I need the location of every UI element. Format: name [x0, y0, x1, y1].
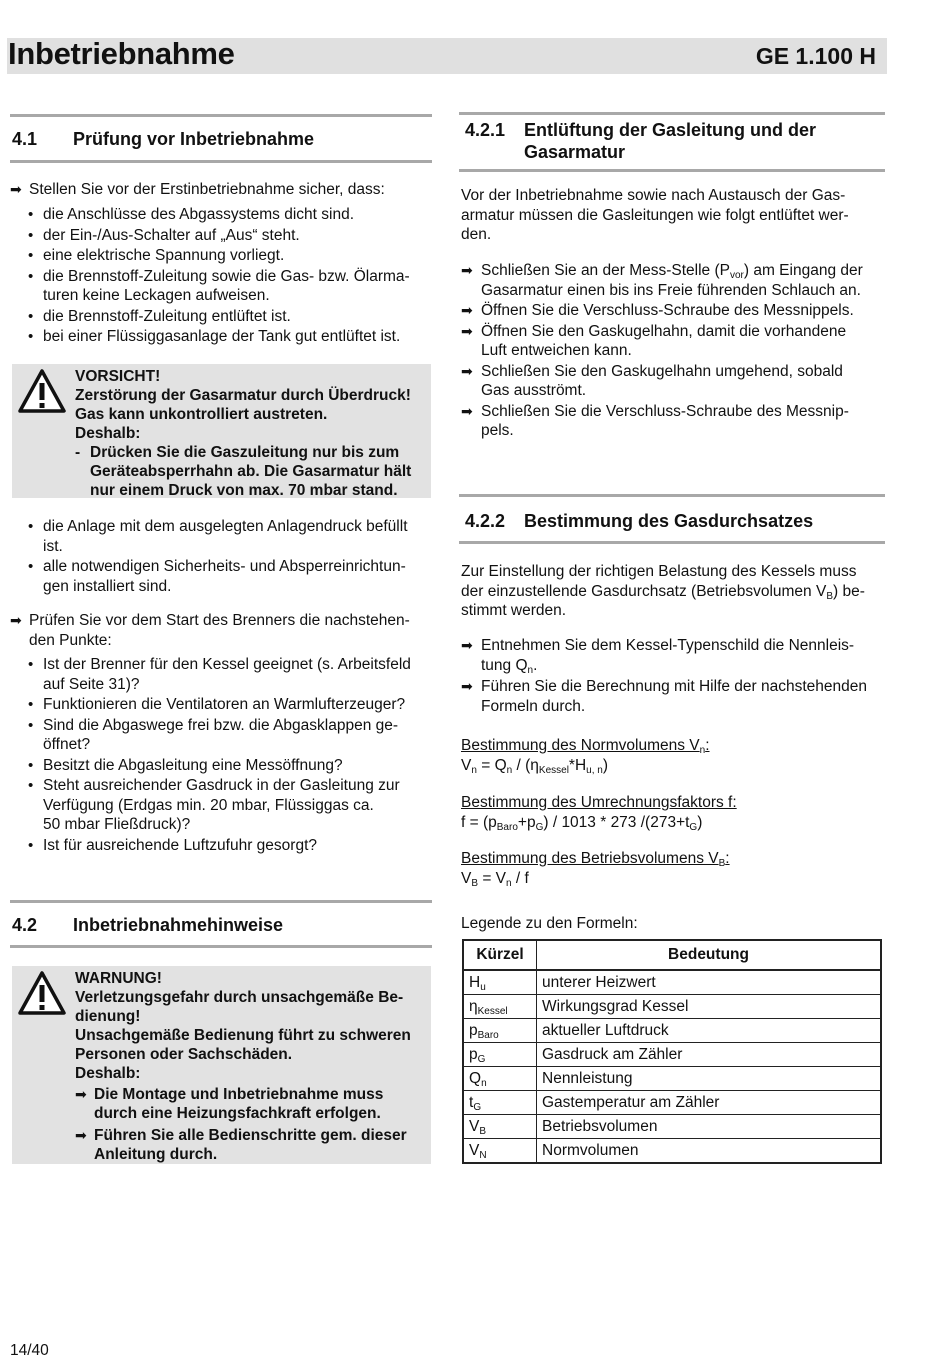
- caution-line: Zerstörung der Gasarmatur durch Überdruck!: [75, 387, 411, 404]
- meaning-cell: Normvolumen: [537, 1139, 882, 1164]
- bullet-list-2: [28, 517, 433, 597]
- meaning-cell: Betriebsvolumen: [537, 1115, 882, 1139]
- list-item-text: die Brennstoff-Zuleitung entlüftet ist.: [43, 307, 291, 325]
- symbol-cell: $t_G$: [463, 1091, 537, 1115]
- symbol-cell: $p_{Baro}$: [463, 1019, 537, 1043]
- list-item: [28, 517, 433, 556]
- section-title: Gasarmatur: [524, 142, 626, 162]
- instruction-text: Prüfen Sie vor dem Start des Brenners die nachstehen-: [29, 612, 410, 629]
- list-item-text: Luft entweichen kann.: [481, 342, 632, 359]
- bullet-icon: •: [28, 656, 34, 673]
- list-item-text: bei einer Flüssiggasanlage der Tank gut entlüftet ist.: [43, 328, 401, 345]
- instruction-text: ) am Eingang der: [743, 262, 863, 279]
- arrow-icon: ➡: [10, 181, 22, 197]
- warning-action-line: Anleitung durch.: [94, 1146, 218, 1163]
- section-rule-top: [459, 112, 885, 115]
- warning-box: [12, 966, 431, 1164]
- column-header: Kürzel: [463, 940, 537, 970]
- warning-line: Verletzungsgefahr durch unsachgemäße Be-: [75, 989, 404, 1006]
- arrow-icon: ➡: [10, 612, 22, 628]
- arrow-icon: ➡: [75, 1086, 87, 1102]
- list-item: [28, 267, 433, 306]
- caution-action-line: Geräteabsperrhahn ab. Die Gasarmatur hält: [90, 463, 412, 480]
- section-heading-4-2-2: [465, 510, 885, 532]
- list-item-text: Gas ausströmt.: [481, 382, 587, 399]
- table-row: [463, 1067, 881, 1091]
- list-item-text: Öffnen Sie die Verschluss-Schraube des Messnippels.: [481, 302, 854, 319]
- subscript: B: [718, 858, 726, 869]
- caution-action-line: nur einem Druck von max. 70 mbar stand.: [90, 482, 398, 499]
- section-number: 4.2.2: [465, 511, 506, 531]
- list-item: [28, 776, 433, 835]
- section-rule-bottom: [10, 945, 432, 948]
- list-item: [28, 246, 433, 266]
- instruction-list: [461, 261, 885, 442]
- paragraph-line: ) be-: [832, 582, 865, 600]
- table-header-row: [463, 940, 881, 970]
- list-item-text: 50 mbar Fließdruck)?: [43, 816, 191, 833]
- instruction-text: Entnehmen Sie dem Kessel-Typenschild die Nennleis-: [481, 637, 855, 654]
- section-title: Entlüftung der Gasleitung und der: [524, 120, 816, 140]
- formula-heading: :: [705, 737, 710, 754]
- warning-therefore: Deshalb:: [75, 1065, 141, 1082]
- bullet-icon: •: [28, 247, 34, 264]
- list-item-text: turen keine Leckagen aufweisen.: [43, 287, 270, 304]
- meaning-cell: Gastemperatur am Zähler: [537, 1091, 882, 1115]
- list-item: [28, 226, 433, 246]
- formula-heading: Bestimmung des Normvolumens V: [461, 737, 700, 754]
- warning-line: Unsachgemäße Bedienung führt zu schweren: [75, 1027, 411, 1044]
- warning-action-line: durch eine Heizungsfachkraft erfolgen.: [94, 1105, 381, 1122]
- symbol-cell: $H_u$: [463, 970, 537, 995]
- section-number: 4.2: [12, 915, 38, 935]
- list-item: [28, 716, 433, 755]
- arrow-icon: ➡: [75, 1127, 87, 1143]
- list-item-text: Verfügung (Erdgas min. 20 mbar, Flüssiggas ca.: [43, 796, 374, 814]
- paragraph-line: Zur Einstellung der richtigen Belastung des Kessels muss: [461, 563, 857, 580]
- page-title: Inbetriebnahme: [8, 36, 235, 71]
- list-item: [28, 307, 433, 327]
- warning-action: [75, 1126, 431, 1164]
- list-item-text: öffnet?: [43, 736, 91, 753]
- symbol-cell: $Q_n$: [463, 1067, 537, 1091]
- symbol-cell: $V_B$: [463, 1115, 537, 1139]
- list-item-text: die Anlage mit dem ausgelegten Anlagendruck befüllt: [43, 518, 408, 535]
- table-row: [463, 1091, 881, 1115]
- list-item-text: der Ein-/Aus-Schalter auf „Aus“ steht.: [43, 226, 300, 244]
- list-item-text: auf Seite 31)?: [43, 675, 140, 693]
- bullet-icon: •: [28, 558, 34, 575]
- list-item-text: Ist für ausreichende Luftzufuhr gesorgt?: [43, 836, 317, 854]
- meaning-cell: Nennleistung: [537, 1067, 882, 1091]
- section-title: Bestimmung des Gasdurchsatzes: [524, 511, 814, 531]
- instruction-text: Gasarmatur einen bis ins Freie führenden Schlauch an.: [481, 281, 861, 299]
- bullet-icon: •: [28, 267, 34, 285]
- bullet-icon: •: [28, 836, 34, 854]
- section-heading-4-2-1: [465, 119, 885, 163]
- instruction-item: [461, 322, 885, 361]
- instruction-text: Führen Sie die Berechnung mit Hilfe der nachstehenden: [481, 678, 868, 695]
- paragraph-line: Vor der Inbetriebnahme sowie nach Austausch der Gas-: [461, 187, 846, 204]
- formula: $V_B = V_n / f$: [461, 869, 529, 889]
- instruction-text: Schließen Sie an der Mess-Stelle (P: [481, 262, 730, 279]
- formula-block: [461, 736, 885, 775]
- instruction-item: [10, 611, 430, 651]
- list-item-text: Funktionieren die Ventilatoren an Warmlufterzeuger?: [43, 696, 406, 713]
- section-title: Inbetriebnahmehinweise: [73, 915, 284, 935]
- list-item-text: Sind die Abgaswege frei bzw. die Abgasklappen ge-: [43, 716, 399, 734]
- table-row: [463, 1043, 881, 1067]
- list-item-text: eine elektrische Spannung vorliegt.: [43, 247, 285, 264]
- bullet-list-3: [28, 655, 433, 856]
- bullet-icon: •: [28, 696, 34, 713]
- caution-action: [75, 443, 431, 500]
- section-rule-bottom: [10, 160, 432, 163]
- instruction-item: [461, 636, 885, 675]
- caution-line: Gas kann unkontrolliert austreten.: [75, 406, 328, 423]
- instruction-item: [461, 677, 885, 716]
- arrow-icon: ➡: [461, 637, 473, 653]
- section-number: 4.2.1: [465, 120, 506, 140]
- formula: $f = (p_{Baro}+p_G) / 1013 * 273$ $/(273+t_G)$: [461, 813, 703, 833]
- symbol-cell: $p_G$: [463, 1043, 537, 1067]
- instruction-list: [461, 636, 885, 716]
- list-item-text: die Anschlüsse des Abgassystems dicht sind.: [43, 206, 355, 223]
- bullet-list-1: [28, 205, 433, 348]
- list-item: [28, 327, 433, 347]
- list-item-text: pels.: [481, 422, 514, 439]
- instruction-text: Formeln durch.: [481, 697, 586, 715]
- bullet-icon: •: [28, 307, 34, 325]
- paragraph-line: den.: [461, 226, 492, 243]
- caution-action-line: Drücken Sie die Gaszuleitung nur bis zum: [90, 444, 400, 461]
- instruction-text: den Punkte:: [29, 631, 112, 649]
- section-rule-top: [10, 900, 432, 903]
- formula-heading: Bestimmung des Umrechnungsfaktors f:: [461, 794, 737, 811]
- arrow-icon: ➡: [461, 678, 473, 694]
- caution-heading: VORSICHT!: [75, 368, 161, 385]
- table-row: [463, 970, 881, 995]
- section-title: Prüfung vor Inbetriebnahme: [73, 129, 315, 149]
- bullet-icon: •: [28, 518, 34, 535]
- section-rule-top: [459, 494, 885, 497]
- section-number: 4.1: [12, 129, 38, 149]
- warning-line: Personen oder Sachschäden.: [75, 1046, 293, 1063]
- instruction-text: Stellen Sie vor der Erstinbetriebnahme sicher, dass:: [29, 181, 385, 198]
- warning-heading: WARNUNG!: [75, 970, 162, 987]
- paragraph-line: armatur müssen die Gasleitungen wie folgt entlüftet wer-: [461, 206, 849, 224]
- warning-triangle-icon: [17, 368, 67, 414]
- instruction-item: [461, 261, 885, 300]
- bullet-icon: •: [28, 716, 34, 734]
- list-item: [28, 756, 433, 776]
- bullet-icon: •: [28, 328, 34, 345]
- meaning-cell: Wirkungsgrad Kessel: [537, 995, 882, 1019]
- paragraph-line: stimmt werden.: [461, 602, 567, 619]
- section-rule-bottom: [459, 169, 885, 172]
- subscript: vor: [729, 270, 744, 281]
- list-item-text: gen installiert sind.: [43, 577, 172, 595]
- bullet-icon: •: [28, 226, 34, 244]
- warning-action-line: Die Montage und Inbetriebnahme muss: [94, 1086, 384, 1103]
- arrow-icon: ➡: [461, 362, 473, 379]
- warning-action-line: Führen Sie alle Bedienschritte gem. dieser: [94, 1127, 407, 1144]
- list-item: [28, 836, 433, 856]
- section-rule-bottom: [459, 541, 885, 544]
- bullet-icon: •: [28, 206, 34, 223]
- subscript: B: [826, 590, 833, 602]
- warning-line: dienung!: [75, 1008, 141, 1025]
- arrow-icon: ➡: [461, 262, 473, 278]
- instruction-item: [461, 402, 885, 441]
- list-item-text: Öffnen Sie den Gaskugelhahn, damit die vorhandene: [481, 322, 847, 340]
- formula: $V_n = Q_n / (\eta_{Kessel}*H_{u, n})$: [461, 756, 609, 776]
- arrow-icon: ➡: [461, 322, 473, 339]
- meaning-cell: Gasdruck am Zähler: [537, 1043, 882, 1067]
- meaning-cell: aktueller Luftdruck: [537, 1019, 882, 1043]
- warning-action: [75, 1085, 431, 1123]
- list-item-text: Ist der Brenner für den Kessel geeignet (s. Arbeitsfeld: [43, 656, 411, 673]
- section-heading-4-1: [12, 128, 432, 150]
- warning-triangle-icon: [17, 970, 67, 1016]
- table-row: [463, 995, 881, 1019]
- list-item: [28, 557, 433, 596]
- formula-block: [461, 849, 885, 888]
- bullet-icon: •: [28, 756, 34, 774]
- list-item-text: Steht ausreichender Gasdruck in der Gasleitung zur: [43, 777, 400, 794]
- list-item-text: Besitzt die Abgasleitung eine Messöffnung?: [43, 756, 343, 774]
- paragraph: [461, 186, 885, 245]
- instruction-item: [461, 301, 885, 321]
- formula-block: [461, 793, 885, 832]
- list-item-text: Schließen Sie die Verschluss-Schraube des Messnip-: [481, 402, 849, 420]
- arrow-icon: ➡: [461, 402, 473, 419]
- instruction-text: .: [533, 656, 538, 674]
- subscript: n: [527, 664, 534, 676]
- list-item-text: alle notwendigen Sicherheits- und Absperreinrichtun-: [43, 558, 406, 575]
- table-row: [463, 1139, 881, 1164]
- table-row: [463, 1019, 881, 1043]
- paragraph-line: der einzustellende Gasdurchsatz (Betriebsvolumen V: [461, 582, 827, 600]
- dash: -: [75, 444, 81, 461]
- symbol-cell: $V_N$: [463, 1139, 537, 1164]
- legend-title: Legende zu den Formeln:: [461, 915, 638, 932]
- caution-box: [12, 364, 431, 498]
- instruction-text: tung Q: [481, 656, 528, 674]
- paragraph: [461, 562, 885, 621]
- table-row: [463, 1115, 881, 1139]
- symbol-cell: $\eta_{Kessel}$: [463, 995, 537, 1019]
- caution-therefore: Deshalb:: [75, 425, 141, 442]
- section-heading-4-2: [12, 914, 432, 936]
- model-label: GE 1.100 H: [755, 43, 876, 69]
- list-item: [28, 205, 433, 225]
- list-item: [28, 695, 433, 715]
- list-item: [28, 655, 433, 694]
- arrow-icon: ➡: [461, 302, 473, 318]
- list-item-text: Schließen Sie den Gaskugelhahn umgehend, sobald: [481, 362, 843, 380]
- legend-table-wrap: [462, 939, 882, 1164]
- subscript: n: [699, 745, 706, 756]
- meaning-cell: unterer Heizwert: [537, 970, 882, 995]
- column-header: Bedeutung: [537, 940, 882, 970]
- instruction-item: [461, 362, 885, 401]
- legend-table: [462, 939, 882, 1164]
- formula-heading: :: [725, 850, 730, 867]
- section-rule-top: [10, 114, 432, 117]
- list-item-text: die Brennstoff-Zuleitung sowie die Gas- bzw. Ölarma-: [43, 267, 410, 285]
- list-item-text: ist.: [43, 537, 63, 555]
- formula-heading: Bestimmung des Betriebsvolumens V: [461, 850, 719, 867]
- page-number: 14/40: [10, 1342, 49, 1359]
- bullet-icon: •: [28, 777, 34, 794]
